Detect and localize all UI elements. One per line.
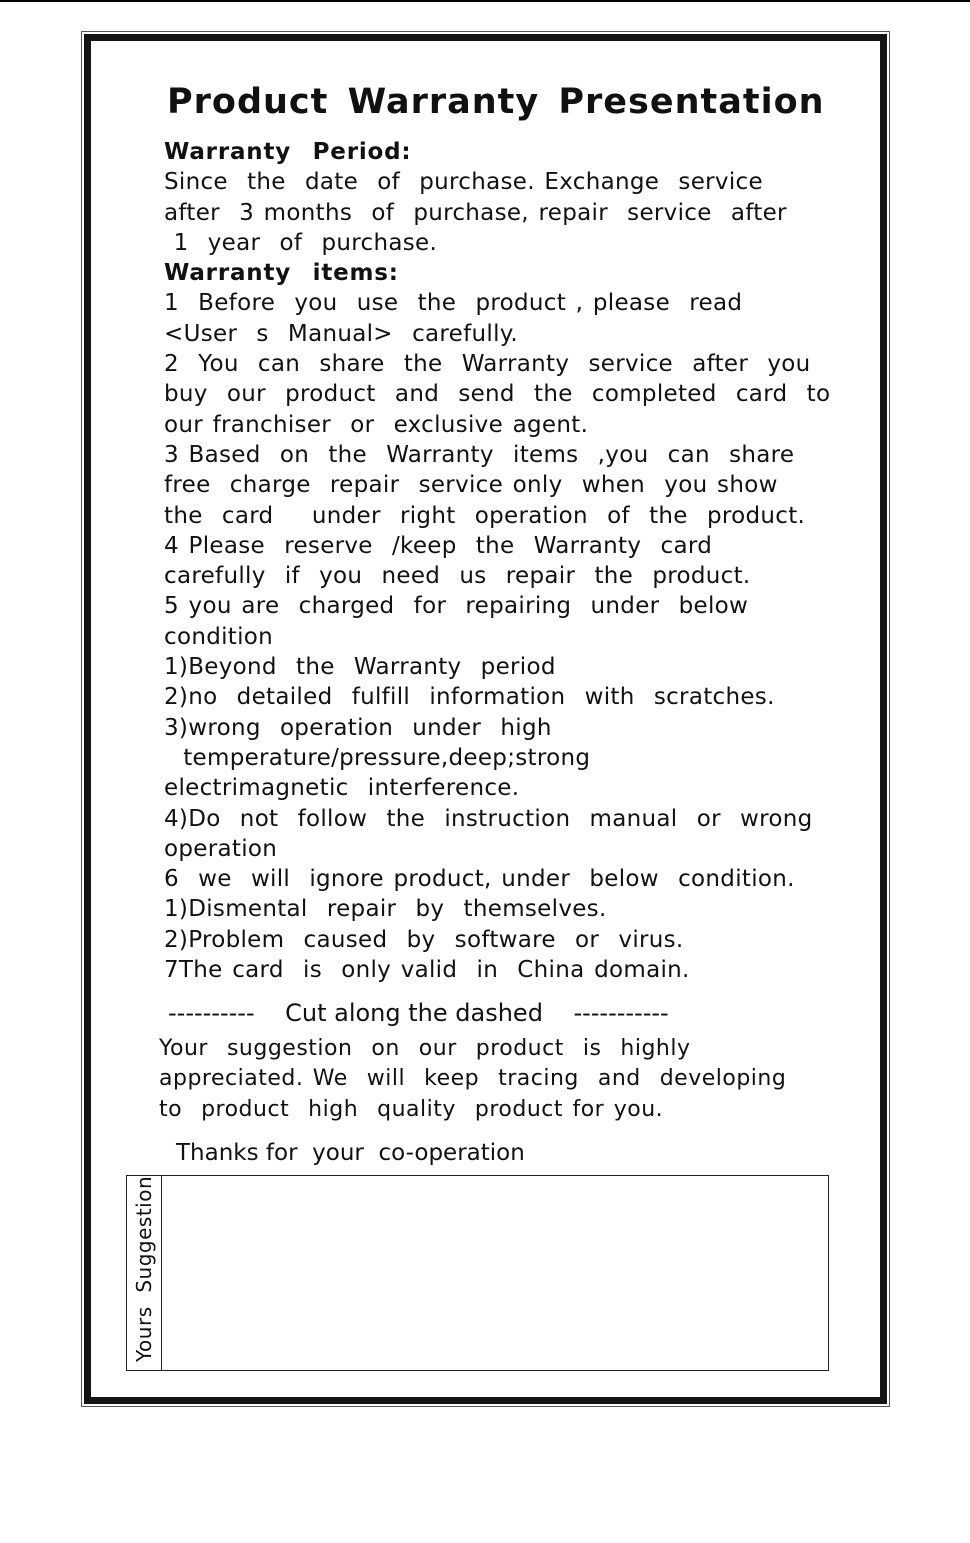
cut-line: ---------- Cut along the dashed -----------: [168, 999, 669, 1027]
page-title: Product Warranty Presentation: [167, 82, 825, 122]
text-line: 7The card is only valid in China domain.: [164, 957, 690, 984]
text-line: 6 we will ignore product, under below condition.: [164, 866, 795, 893]
text-line: 2)no detailed fulfill information with scratches.: [164, 684, 775, 711]
suggestion-write-area[interactable]: [162, 1176, 828, 1370]
suggestion-note: [159, 1035, 839, 1126]
text-line: 1)Dismental repair by themselves.: [164, 896, 607, 923]
text-line: 4 Please reserve /keep the Warranty card: [164, 532, 713, 559]
suggestion-label-cell: [127, 1176, 162, 1370]
text-line: 4)Do not follow the instruction manual or wrong: [164, 805, 813, 832]
suggestion-line: appreciated. We will keep tracing and developing: [159, 1066, 787, 1092]
text-line: Since the date of purchase. Exchange service: [164, 169, 763, 196]
text-line: <User s Manual> carefully.: [164, 320, 519, 347]
text-line: buy our product and send the completed card to: [164, 381, 831, 408]
text-line: electrimagnetic interference.: [164, 775, 520, 802]
text-line: 2)Problem caused by software or virus.: [164, 926, 684, 953]
text-line: operation: [164, 835, 278, 862]
top-rule: [0, 0, 970, 2]
suggestion-line: to product high quality product for you.: [159, 1096, 664, 1122]
suggestion-box: [126, 1175, 829, 1371]
text-line: the card under right operation of the product.: [164, 502, 806, 529]
text-line: 3 Based on the Warranty items ,you can share: [164, 441, 795, 468]
warranty-period-heading: Warranty Period:: [164, 139, 412, 165]
warranty-items-heading: Warranty items:: [164, 260, 399, 287]
suggestion-box-label: Yours Suggestion: [132, 1175, 156, 1362]
text-line: after 3 months of purchase, repair service after: [164, 199, 787, 226]
text-line: 1 year of purchase.: [164, 229, 438, 256]
text-line: our franchiser or exclusive agent.: [164, 411, 589, 438]
text-line: carefully if you need us repair the product.: [164, 563, 751, 590]
text-line: 1 Before you use the product , please read: [164, 290, 743, 317]
text-line: condition: [164, 623, 274, 650]
text-line: 5 you are charged for repairing under below: [164, 593, 749, 620]
text-line: 1)Beyond the Warranty period: [164, 654, 556, 681]
text-line: 3)wrong operation under high: [164, 714, 552, 741]
text-line: free charge repair service only when you show: [164, 472, 778, 499]
warranty-text: [164, 137, 844, 985]
text-line: temperature/pressure,deep;strong: [164, 744, 591, 771]
thanks-text: Thanks for your co-operation: [176, 1140, 525, 1166]
text-line: 2 You can share the Warranty service after you: [164, 351, 811, 378]
suggestion-line: Your suggestion on our product is highly: [159, 1036, 691, 1061]
